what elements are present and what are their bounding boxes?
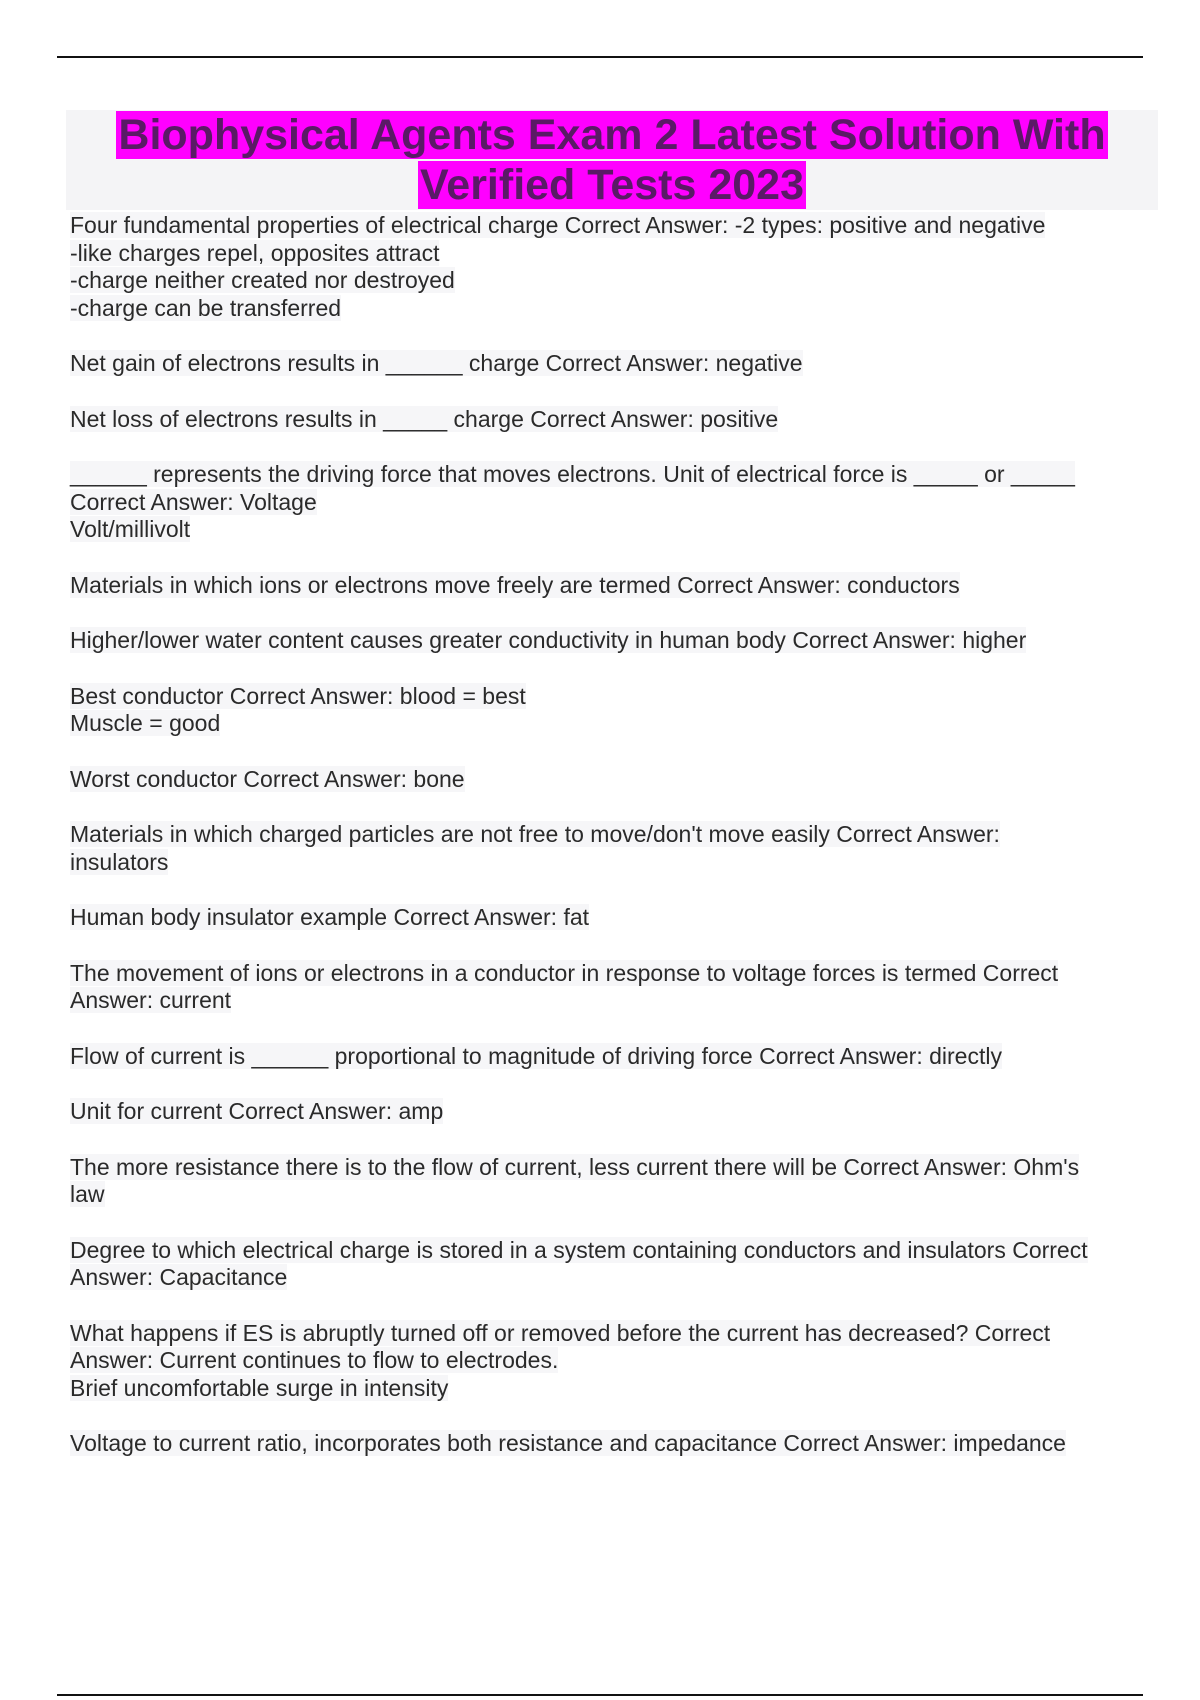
qa-line: [70, 1264, 1150, 1292]
qa-text: The movement of ions or electrons in a conductor in response to voltage forces is termed Correct: [70, 959, 1059, 986]
qa-text: What happens if ES is abruptly turned off or removed before the current has decreased? Correct: [70, 1319, 1051, 1346]
qa-entry: [70, 572, 1150, 600]
qa-text: Volt/millivolt: [70, 516, 191, 542]
qa-text: Materials in which ions or electrons move freely are termed Correct Answer: conductors: [70, 571, 960, 598]
qa-entry: [70, 1320, 1150, 1403]
qa-line: [70, 406, 1150, 434]
qa-entry: [70, 406, 1150, 434]
title-line-1: Biophysical Agents Exam 2 Latest Solution With: [118, 111, 1106, 159]
qa-line: [70, 1347, 1150, 1375]
qa-line: [70, 572, 1150, 600]
qa-entry: [70, 350, 1150, 378]
title-line-2: Verified Tests 2023: [419, 161, 805, 209]
qa-entry: [70, 821, 1150, 876]
qa-entry: [70, 1098, 1150, 1126]
qa-text: Higher/lower water content causes greater conductivity in human body Correct Answer: higher: [70, 627, 1027, 653]
qa-text: Answer: Current continues to flow to electrodes.: [70, 1347, 559, 1373]
qa-line: [70, 627, 1150, 655]
qa-line: [70, 295, 1150, 323]
qa-text: insulators: [70, 848, 169, 875]
qa-line: [70, 987, 1150, 1015]
qa-line: [70, 240, 1150, 268]
qa-text: Degree to which electrical charge is stored in a system containing conductors and insulators Correct: [70, 1236, 1088, 1263]
document-title: [66, 110, 1158, 210]
qa-text: Four fundamental properties of electrical charge Correct Answer: -2 types: positive and negative: [70, 212, 1046, 238]
qa-text: Human body insulator example Correct Answer: fat: [70, 904, 590, 930]
qa-line: [70, 1043, 1150, 1071]
qa-entry: [70, 627, 1150, 655]
qa-line: [70, 1237, 1150, 1265]
qa-text: Answer: Capacitance: [70, 1264, 288, 1290]
qa-line: [70, 1181, 1150, 1209]
qa-text: Materials in which charged particles are not free to move/don't move easily Correct Answer:: [70, 821, 1000, 847]
qa-entry: [70, 960, 1150, 1015]
qa-entry: [70, 1430, 1150, 1458]
qa-line: [70, 1320, 1150, 1348]
qa-text: Unit for current Correct Answer: amp: [70, 1098, 444, 1124]
qa-entry: [70, 1154, 1150, 1209]
qa-line: [70, 489, 1150, 517]
qa-line: [70, 1154, 1150, 1182]
qa-line: [70, 516, 1150, 544]
qa-text: The more resistance there is to the flow of current, less current there will be Correct Answer: Ohm's: [70, 1153, 1080, 1180]
qa-text: Brief uncomfortable surge in intensity: [70, 1374, 449, 1401]
qa-entry: [70, 683, 1150, 738]
qa-line: [70, 683, 1150, 711]
qa-line: [70, 461, 1150, 489]
qa-text: Voltage to current ratio, incorporates both resistance and capacitance Correct Answer: impedance: [70, 1430, 1066, 1456]
qa-entry: [70, 1237, 1150, 1292]
qa-line: [70, 1430, 1150, 1458]
qa-line: [70, 821, 1150, 849]
qa-text: Worst conductor Correct Answer: bone: [70, 765, 465, 792]
qa-entry: [70, 766, 1150, 794]
qa-line: [70, 710, 1150, 738]
qa-line: [70, 267, 1150, 295]
qa-text: ______ represents the driving force that moves electrons. Unit of electrical force is _____ or _____: [70, 461, 1075, 487]
qa-line: [70, 350, 1150, 378]
qa-line: [70, 849, 1150, 877]
qa-text: Muscle = good: [70, 710, 221, 736]
qa-text: Best conductor Correct Answer: blood = best: [70, 682, 526, 709]
qa-entry: [70, 212, 1150, 322]
qa-line: [70, 1375, 1150, 1403]
qa-text: law: [70, 1181, 105, 1207]
qa-entry: [70, 904, 1150, 932]
qa-text: Net gain of electrons results in ______ charge Correct Answer: negative: [70, 350, 803, 376]
qa-line: [70, 212, 1150, 240]
qa-line: [70, 904, 1150, 932]
qa-text: Net loss of electrons results in _____ charge Correct Answer: positive: [70, 405, 779, 432]
qa-text: -like charges repel, opposites attract: [70, 239, 440, 266]
qa-text: Flow of current is ______ proportional to magnitude of driving force Correct Answer: directly: [70, 1042, 1002, 1069]
qa-text: -charge can be transferred: [70, 294, 342, 321]
qa-entry: [70, 461, 1150, 544]
qa-line: [70, 766, 1150, 794]
qa-text: -charge neither created nor destroyed: [70, 267, 455, 293]
bottom-rule: [57, 1694, 1143, 1696]
qa-list: [70, 212, 1150, 1486]
qa-line: [70, 960, 1150, 988]
qa-entry: [70, 1043, 1150, 1071]
qa-line: [70, 1098, 1150, 1126]
top-rule: [57, 56, 1143, 58]
qa-text: Correct Answer: Voltage: [70, 488, 317, 515]
qa-text: Answer: current: [70, 987, 232, 1013]
